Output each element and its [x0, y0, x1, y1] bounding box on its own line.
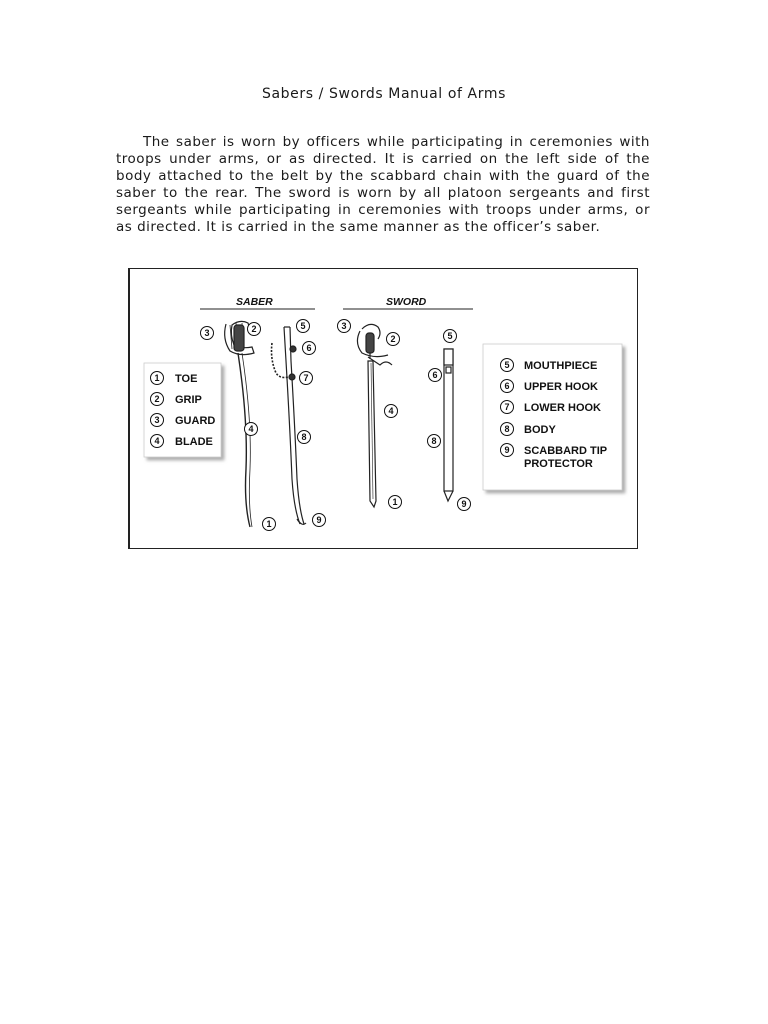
- svg-text:8: 8: [301, 432, 307, 442]
- callout-1-sword: [389, 496, 402, 509]
- legend-item-body: [501, 423, 557, 437]
- svg-text:2: 2: [390, 334, 396, 344]
- legend-item-grip: [151, 393, 202, 407]
- callout-6-saber: [303, 342, 316, 355]
- svg-text:1: 1: [392, 497, 398, 507]
- callout-7-saber: [300, 372, 313, 385]
- body-paragraph: The saber is worn by officers while participating in ceremonies with troops under arms, or as directed. It is carried on the left side of the body attached to the belt by the scabbard chain with the guard of the saber to the rear. The sword is worn by all platoon sergeants and first sergeants while participating in ceremonies with troops under arms, or as directed. It is carried in the same manner as the officer’s saber.: [116, 134, 650, 235]
- callout-4-saber: [245, 423, 258, 436]
- callout-9-saber: [313, 514, 326, 527]
- svg-text:9: 9: [504, 445, 510, 455]
- svg-text:7: 7: [504, 402, 510, 412]
- svg-text:MOUTHPIECE: MOUTHPIECE: [524, 360, 598, 372]
- svg-text:9: 9: [461, 499, 467, 509]
- figure-illustration: [130, 269, 638, 548]
- callout-1-saber: [263, 518, 276, 531]
- svg-text:GRIP: GRIP: [175, 394, 202, 406]
- callout-3-saber: [201, 327, 214, 340]
- svg-text:5: 5: [447, 331, 453, 341]
- saber-scabbard-drawing: [272, 327, 307, 524]
- svg-text:1: 1: [266, 519, 272, 529]
- callout-3-sword: [338, 320, 351, 333]
- callout-2-saber: [248, 323, 261, 336]
- saber-heading: SABER: [236, 296, 273, 308]
- callout-5-sword: [444, 330, 457, 343]
- svg-text:3: 3: [154, 415, 160, 425]
- svg-text:3: 3: [204, 328, 210, 338]
- saber-sword-figure: [128, 268, 638, 549]
- svg-text:7: 7: [303, 373, 309, 383]
- svg-text:TOE: TOE: [175, 373, 198, 385]
- svg-text:GUARD: GUARD: [175, 415, 216, 427]
- svg-text:PROTECTOR: PROTECTOR: [524, 458, 593, 470]
- callout-8-saber: [298, 431, 311, 444]
- callout-6-sword: [429, 369, 442, 382]
- callout-2-sword: [387, 333, 400, 346]
- callout-8-sword: [428, 435, 441, 448]
- sword-heading: SWORD: [386, 296, 427, 308]
- svg-text:5: 5: [504, 360, 510, 370]
- svg-text:BODY: BODY: [524, 424, 556, 436]
- svg-text:6: 6: [504, 381, 510, 391]
- svg-text:2: 2: [251, 324, 257, 334]
- page-title: Sabers / Swords Manual of Arms: [262, 86, 506, 102]
- svg-text:UPPER HOOK: UPPER HOOK: [524, 381, 598, 393]
- svg-text:8: 8: [431, 436, 437, 446]
- svg-text:6: 6: [432, 370, 438, 380]
- svg-text:6: 6: [306, 343, 312, 353]
- svg-text:8: 8: [504, 424, 510, 434]
- sword-scabbard-drawing: [444, 349, 453, 501]
- svg-text:9: 9: [316, 515, 322, 525]
- callout-9-sword: [458, 498, 471, 511]
- svg-text:4: 4: [388, 406, 394, 416]
- svg-text:SCABBARD TIP: SCABBARD TIP: [524, 445, 608, 457]
- svg-text:LOWER HOOK: LOWER HOOK: [524, 402, 601, 414]
- svg-text:1: 1: [154, 373, 160, 383]
- callout-4-sword: [385, 405, 398, 418]
- svg-text:4: 4: [154, 436, 160, 446]
- svg-text:2: 2: [154, 394, 160, 404]
- callout-5-saber: [297, 320, 310, 333]
- svg-text:BLADE: BLADE: [175, 436, 213, 448]
- svg-text:3: 3: [341, 321, 347, 331]
- svg-text:5: 5: [300, 321, 306, 331]
- svg-text:4: 4: [248, 424, 254, 434]
